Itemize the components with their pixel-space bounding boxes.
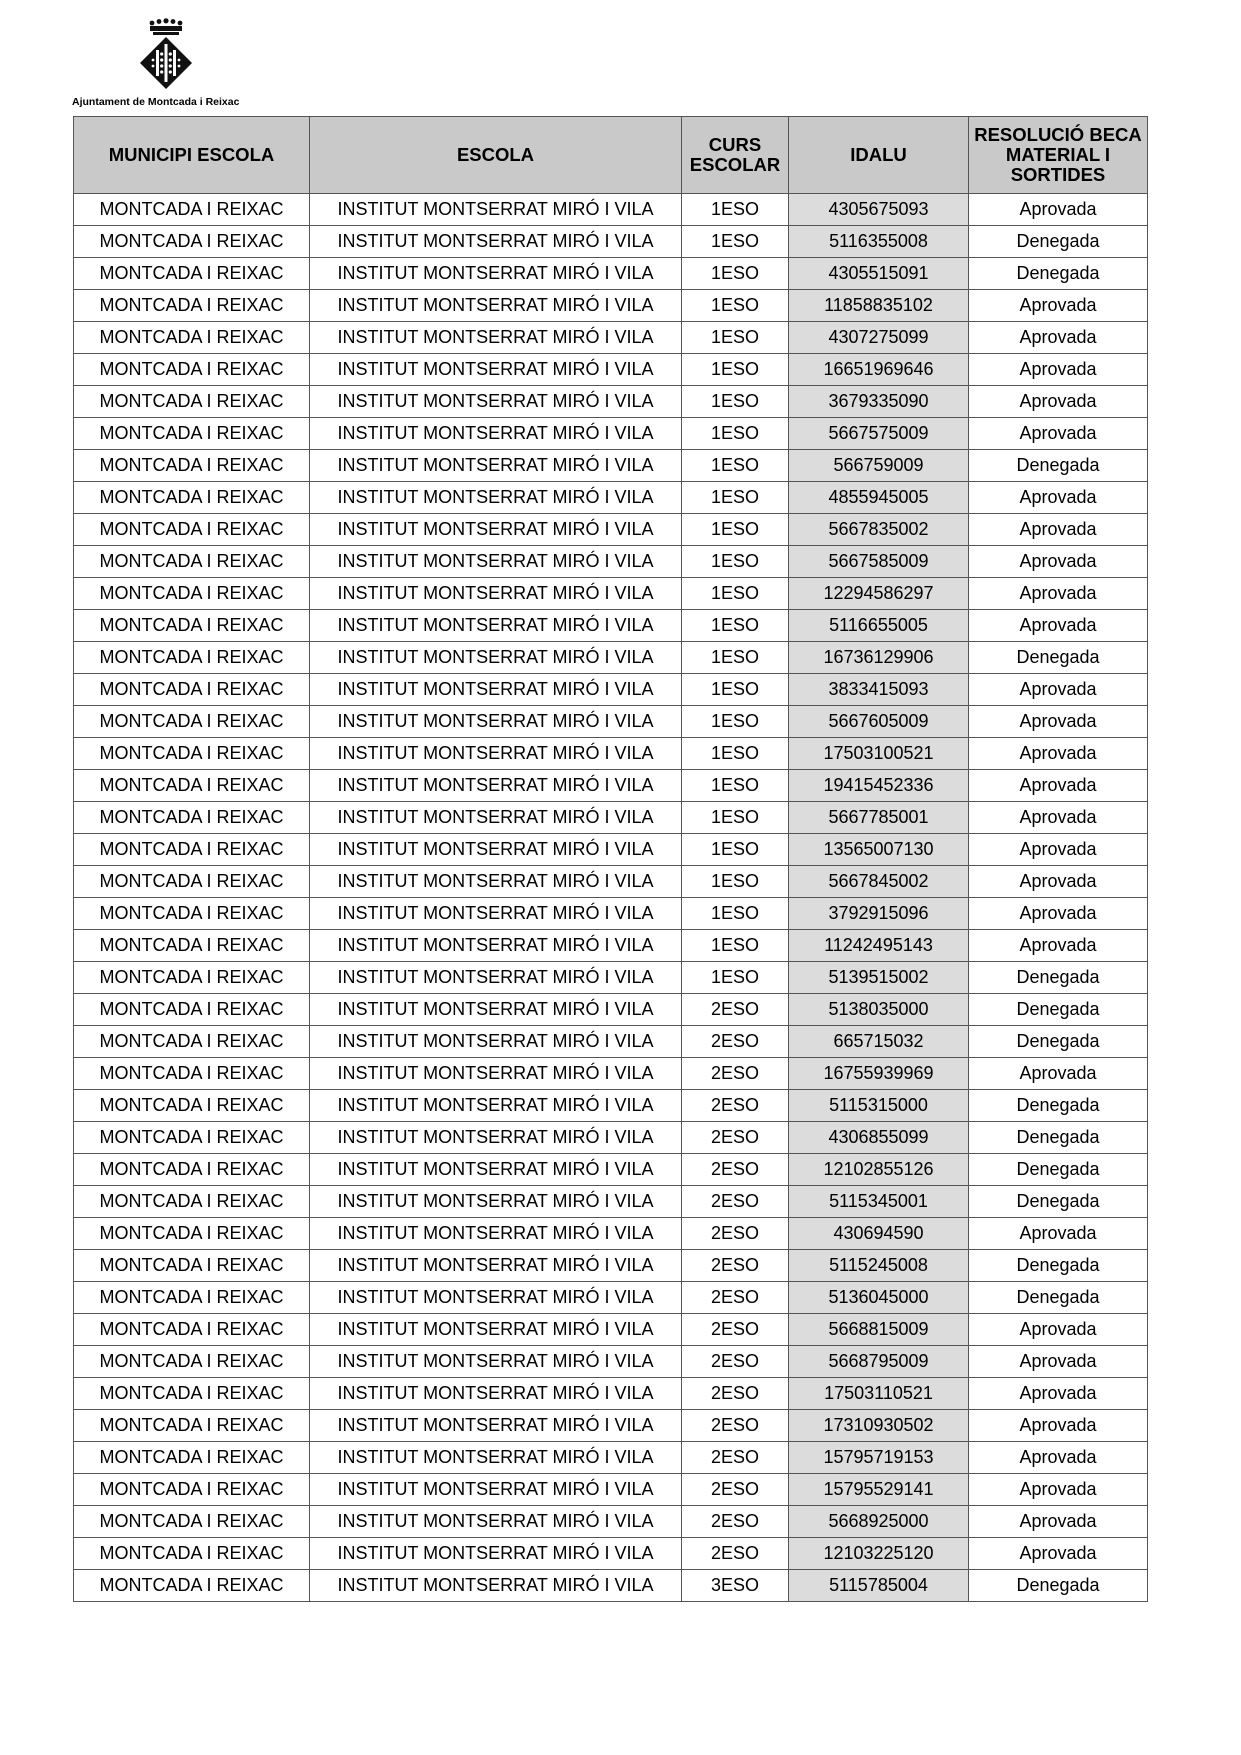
cell-escola: INSTITUT MONTSERRAT MIRÓ I VILA <box>310 194 682 226</box>
table-row <box>74 1570 1148 1602</box>
cell-municipi: MONTCADA I REIXAC <box>74 1410 310 1442</box>
cell-escola: INSTITUT MONTSERRAT MIRÓ I VILA <box>310 546 682 578</box>
table-row <box>74 1410 1148 1442</box>
cell-idalu: 665715032 <box>789 1026 969 1058</box>
cell-municipi: MONTCADA I REIXAC <box>74 930 310 962</box>
cell-escola: INSTITUT MONTSERRAT MIRÓ I VILA <box>310 1474 682 1506</box>
cell-resolucio: Aprovada <box>969 1538 1148 1570</box>
cell-idalu: 17503110521 <box>789 1378 969 1410</box>
cell-curs: 1ESO <box>682 802 789 834</box>
cell-curs: 1ESO <box>682 322 789 354</box>
table-row <box>74 770 1148 802</box>
cell-resolucio: Denegada <box>969 962 1148 994</box>
table-row <box>74 1186 1148 1218</box>
cell-resolucio: Denegada <box>969 450 1148 482</box>
cell-escola: INSTITUT MONTSERRAT MIRÓ I VILA <box>310 1154 682 1186</box>
cell-escola: INSTITUT MONTSERRAT MIRÓ I VILA <box>310 1570 682 1602</box>
cell-escola: INSTITUT MONTSERRAT MIRÓ I VILA <box>310 706 682 738</box>
table-row <box>74 226 1148 258</box>
cell-idalu: 5667835002 <box>789 514 969 546</box>
cell-resolucio: Denegada <box>969 1282 1148 1314</box>
cell-idalu: 4855945005 <box>789 482 969 514</box>
cell-idalu: 12294586297 <box>789 578 969 610</box>
cell-resolucio: Aprovada <box>969 866 1148 898</box>
cell-resolucio: Denegada <box>969 1250 1148 1282</box>
table-row <box>74 994 1148 1026</box>
cell-municipi: MONTCADA I REIXAC <box>74 834 310 866</box>
cell-resolucio: Aprovada <box>969 1378 1148 1410</box>
table-row <box>74 834 1148 866</box>
cell-escola: INSTITUT MONTSERRAT MIRÓ I VILA <box>310 1282 682 1314</box>
cell-resolucio: Aprovada <box>969 290 1148 322</box>
cell-idalu: 11242495143 <box>789 930 969 962</box>
municipal-logo <box>72 18 268 114</box>
cell-curs: 1ESO <box>682 258 789 290</box>
cell-resolucio: Aprovada <box>969 1410 1148 1442</box>
cell-municipi: MONTCADA I REIXAC <box>74 1218 310 1250</box>
cell-resolucio: Denegada <box>969 1570 1148 1602</box>
cell-curs: 2ESO <box>682 1410 789 1442</box>
cell-escola: INSTITUT MONTSERRAT MIRÓ I VILA <box>310 1410 682 1442</box>
cell-municipi: MONTCADA I REIXAC <box>74 642 310 674</box>
cell-municipi: MONTCADA I REIXAC <box>74 1442 310 1474</box>
cell-resolucio: Aprovada <box>969 610 1148 642</box>
cell-idalu: 5667585009 <box>789 546 969 578</box>
table-body <box>74 194 1148 1602</box>
cell-curs: 2ESO <box>682 1506 789 1538</box>
cell-curs: 2ESO <box>682 1314 789 1346</box>
cell-municipi: MONTCADA I REIXAC <box>74 1378 310 1410</box>
cell-curs: 1ESO <box>682 418 789 450</box>
table-row <box>74 1378 1148 1410</box>
cell-municipi: MONTCADA I REIXAC <box>74 290 310 322</box>
cell-escola: INSTITUT MONTSERRAT MIRÓ I VILA <box>310 834 682 866</box>
cell-resolucio: Aprovada <box>969 1218 1148 1250</box>
cell-idalu: 5136045000 <box>789 1282 969 1314</box>
cell-resolucio: Denegada <box>969 642 1148 674</box>
cell-idalu: 19415452336 <box>789 770 969 802</box>
cell-curs: 1ESO <box>682 226 789 258</box>
cell-municipi: MONTCADA I REIXAC <box>74 610 310 642</box>
cell-curs: 1ESO <box>682 482 789 514</box>
cell-curs: 2ESO <box>682 1474 789 1506</box>
cell-resolucio: Denegada <box>969 226 1148 258</box>
cell-curs: 1ESO <box>682 866 789 898</box>
cell-escola: INSTITUT MONTSERRAT MIRÓ I VILA <box>310 1506 682 1538</box>
cell-curs: 2ESO <box>682 994 789 1026</box>
cell-escola: INSTITUT MONTSERRAT MIRÓ I VILA <box>310 1346 682 1378</box>
cell-resolucio: Aprovada <box>969 1474 1148 1506</box>
cell-municipi: MONTCADA I REIXAC <box>74 1154 310 1186</box>
cell-escola: INSTITUT MONTSERRAT MIRÓ I VILA <box>310 610 682 642</box>
cell-idalu: 5138035000 <box>789 994 969 1026</box>
table-row <box>74 1218 1148 1250</box>
cell-municipi: MONTCADA I REIXAC <box>74 578 310 610</box>
cell-curs: 1ESO <box>682 738 789 770</box>
cell-curs: 2ESO <box>682 1058 789 1090</box>
cell-escola: INSTITUT MONTSERRAT MIRÓ I VILA <box>310 1378 682 1410</box>
cell-resolucio: Aprovada <box>969 802 1148 834</box>
cell-idalu: 5115345001 <box>789 1186 969 1218</box>
column-header-municipi: MUNICIPI ESCOLA <box>74 117 310 194</box>
cell-resolucio: Aprovada <box>969 738 1148 770</box>
cell-curs: 2ESO <box>682 1122 789 1154</box>
cell-municipi: MONTCADA I REIXAC <box>74 1250 310 1282</box>
cell-escola: INSTITUT MONTSERRAT MIRÓ I VILA <box>310 354 682 386</box>
cell-curs: 2ESO <box>682 1378 789 1410</box>
cell-municipi: MONTCADA I REIXAC <box>74 258 310 290</box>
cell-municipi: MONTCADA I REIXAC <box>74 1314 310 1346</box>
cell-municipi: MONTCADA I REIXAC <box>74 226 310 258</box>
cell-resolucio: Aprovada <box>969 418 1148 450</box>
cell-idalu: 5667785001 <box>789 802 969 834</box>
column-header-resolucio-label: RESOLUCIÓ BECA MATERIAL I SORTIDES <box>974 124 1142 185</box>
table-row <box>74 1090 1148 1122</box>
table-row <box>74 290 1148 322</box>
table-row <box>74 1250 1148 1282</box>
cell-escola: INSTITUT MONTSERRAT MIRÓ I VILA <box>310 930 682 962</box>
cell-idalu: 5667605009 <box>789 706 969 738</box>
cell-escola: INSTITUT MONTSERRAT MIRÓ I VILA <box>310 418 682 450</box>
cell-escola: INSTITUT MONTSERRAT MIRÓ I VILA <box>310 802 682 834</box>
cell-curs: 1ESO <box>682 930 789 962</box>
cell-municipi: MONTCADA I REIXAC <box>74 354 310 386</box>
cell-idalu: 4305515091 <box>789 258 969 290</box>
cell-curs: 1ESO <box>682 194 789 226</box>
cell-idalu: 3833415093 <box>789 674 969 706</box>
cell-idalu: 17503100521 <box>789 738 969 770</box>
table-row <box>74 258 1148 290</box>
cell-resolucio: Aprovada <box>969 898 1148 930</box>
cell-resolucio: Denegada <box>969 258 1148 290</box>
column-header-resolucio <box>969 117 1148 194</box>
cell-idalu: 5667845002 <box>789 866 969 898</box>
cell-municipi: MONTCADA I REIXAC <box>74 386 310 418</box>
cell-escola: INSTITUT MONTSERRAT MIRÓ I VILA <box>310 674 682 706</box>
cell-municipi: MONTCADA I REIXAC <box>74 1026 310 1058</box>
table-row <box>74 578 1148 610</box>
cell-idalu: 5115245008 <box>789 1250 969 1282</box>
table-row <box>74 1282 1148 1314</box>
cell-resolucio: Denegada <box>969 1186 1148 1218</box>
logo-caption: Ajuntament de Montcada i Reixac <box>72 96 240 108</box>
cell-curs: 1ESO <box>682 578 789 610</box>
table-row <box>74 674 1148 706</box>
cell-curs: 1ESO <box>682 962 789 994</box>
cell-escola: INSTITUT MONTSERRAT MIRÓ I VILA <box>310 578 682 610</box>
cell-municipi: MONTCADA I REIXAC <box>74 738 310 770</box>
cell-escola: INSTITUT MONTSERRAT MIRÓ I VILA <box>310 898 682 930</box>
cell-idalu: 12103225120 <box>789 1538 969 1570</box>
column-header-idalu: IDALU <box>789 117 969 194</box>
column-header-escola: ESCOLA <box>310 117 682 194</box>
table-row <box>74 1538 1148 1570</box>
table-header-row <box>74 117 1148 194</box>
cell-curs: 2ESO <box>682 1282 789 1314</box>
table-row <box>74 482 1148 514</box>
cell-escola: INSTITUT MONTSERRAT MIRÓ I VILA <box>310 386 682 418</box>
cell-curs: 2ESO <box>682 1442 789 1474</box>
table-row <box>74 1346 1148 1378</box>
cell-idalu: 16651969646 <box>789 354 969 386</box>
cell-municipi: MONTCADA I REIXAC <box>74 962 310 994</box>
table-row <box>74 514 1148 546</box>
cell-resolucio: Denegada <box>969 994 1148 1026</box>
cell-resolucio: Aprovada <box>969 706 1148 738</box>
cell-municipi: MONTCADA I REIXAC <box>74 514 310 546</box>
table-row <box>74 1122 1148 1154</box>
cell-idalu: 4307275099 <box>789 322 969 354</box>
cell-municipi: MONTCADA I REIXAC <box>74 770 310 802</box>
cell-idalu: 5115315000 <box>789 1090 969 1122</box>
cell-idalu: 11858835102 <box>789 290 969 322</box>
cell-municipi: MONTCADA I REIXAC <box>74 674 310 706</box>
cell-municipi: MONTCADA I REIXAC <box>74 802 310 834</box>
cell-curs: 1ESO <box>682 674 789 706</box>
cell-resolucio: Aprovada <box>969 194 1148 226</box>
cell-escola: INSTITUT MONTSERRAT MIRÓ I VILA <box>310 1122 682 1154</box>
table-row <box>74 194 1148 226</box>
cell-escola: INSTITUT MONTSERRAT MIRÓ I VILA <box>310 514 682 546</box>
cell-municipi: MONTCADA I REIXAC <box>74 994 310 1026</box>
cell-escola: INSTITUT MONTSERRAT MIRÓ I VILA <box>310 1026 682 1058</box>
cell-escola: INSTITUT MONTSERRAT MIRÓ I VILA <box>310 322 682 354</box>
cell-resolucio: Aprovada <box>969 1442 1148 1474</box>
cell-escola: INSTITUT MONTSERRAT MIRÓ I VILA <box>310 290 682 322</box>
cell-idalu: 13565007130 <box>789 834 969 866</box>
cell-escola: INSTITUT MONTSERRAT MIRÓ I VILA <box>310 738 682 770</box>
cell-municipi: MONTCADA I REIXAC <box>74 418 310 450</box>
cell-idalu: 566759009 <box>789 450 969 482</box>
cell-resolucio: Aprovada <box>969 322 1148 354</box>
cell-escola: INSTITUT MONTSERRAT MIRÓ I VILA <box>310 866 682 898</box>
cell-curs: 2ESO <box>682 1026 789 1058</box>
table-row <box>74 322 1148 354</box>
cell-curs: 2ESO <box>682 1346 789 1378</box>
cell-curs: 1ESO <box>682 290 789 322</box>
cell-escola: INSTITUT MONTSERRAT MIRÓ I VILA <box>310 1314 682 1346</box>
table-row <box>74 546 1148 578</box>
cell-idalu: 3792915096 <box>789 898 969 930</box>
cell-municipi: MONTCADA I REIXAC <box>74 866 310 898</box>
cell-curs: 1ESO <box>682 386 789 418</box>
table-row <box>74 898 1148 930</box>
cell-escola: INSTITUT MONTSERRAT MIRÓ I VILA <box>310 642 682 674</box>
cell-idalu: 5667575009 <box>789 418 969 450</box>
cell-curs: 1ESO <box>682 706 789 738</box>
table-row <box>74 866 1148 898</box>
cell-idalu: 5116355008 <box>789 226 969 258</box>
table-row <box>74 386 1148 418</box>
cell-resolucio: Aprovada <box>969 930 1148 962</box>
cell-escola: INSTITUT MONTSERRAT MIRÓ I VILA <box>310 226 682 258</box>
cell-idalu: 5668795009 <box>789 1346 969 1378</box>
table-row <box>74 930 1148 962</box>
cell-municipi: MONTCADA I REIXAC <box>74 1538 310 1570</box>
cell-curs: 1ESO <box>682 834 789 866</box>
cell-idalu: 15795719153 <box>789 1442 969 1474</box>
cell-municipi: MONTCADA I REIXAC <box>74 482 310 514</box>
cell-escola: INSTITUT MONTSERRAT MIRÓ I VILA <box>310 482 682 514</box>
cell-curs: 1ESO <box>682 546 789 578</box>
cell-curs: 1ESO <box>682 898 789 930</box>
cell-idalu: 5668925000 <box>789 1506 969 1538</box>
cell-escola: INSTITUT MONTSERRAT MIRÓ I VILA <box>310 1250 682 1282</box>
cell-idalu: 5139515002 <box>789 962 969 994</box>
cell-curs: 1ESO <box>682 450 789 482</box>
cell-resolucio: Aprovada <box>969 482 1148 514</box>
cell-resolucio: Aprovada <box>969 770 1148 802</box>
table-row <box>74 450 1148 482</box>
cell-curs: 1ESO <box>682 642 789 674</box>
cell-escola: INSTITUT MONTSERRAT MIRÓ I VILA <box>310 962 682 994</box>
scholarship-resolution-table <box>73 116 1148 1602</box>
cell-resolucio: Aprovada <box>969 1058 1148 1090</box>
cell-resolucio: Denegada <box>969 1026 1148 1058</box>
cell-idalu: 16755939969 <box>789 1058 969 1090</box>
cell-municipi: MONTCADA I REIXAC <box>74 546 310 578</box>
cell-idalu: 16736129906 <box>789 642 969 674</box>
cell-curs: 1ESO <box>682 514 789 546</box>
cell-escola: INSTITUT MONTSERRAT MIRÓ I VILA <box>310 994 682 1026</box>
cell-idalu: 15795529141 <box>789 1474 969 1506</box>
table-row <box>74 706 1148 738</box>
cell-curs: 1ESO <box>682 770 789 802</box>
cell-resolucio: Denegada <box>969 1122 1148 1154</box>
cell-curs: 2ESO <box>682 1186 789 1218</box>
table-row <box>74 802 1148 834</box>
cell-curs: 2ESO <box>682 1538 789 1570</box>
cell-resolucio: Aprovada <box>969 354 1148 386</box>
cell-municipi: MONTCADA I REIXAC <box>74 194 310 226</box>
coat-of-arms-icon <box>132 18 200 92</box>
cell-municipi: MONTCADA I REIXAC <box>74 1122 310 1154</box>
table-row <box>74 1442 1148 1474</box>
table-row <box>74 1026 1148 1058</box>
cell-municipi: MONTCADA I REIXAC <box>74 1058 310 1090</box>
cell-resolucio: Aprovada <box>969 1506 1148 1538</box>
cell-idalu: 5115785004 <box>789 1570 969 1602</box>
cell-curs: 2ESO <box>682 1250 789 1282</box>
cell-idalu: 430694590 <box>789 1218 969 1250</box>
cell-escola: INSTITUT MONTSERRAT MIRÓ I VILA <box>310 1058 682 1090</box>
table-row <box>74 610 1148 642</box>
table-row <box>74 738 1148 770</box>
table-row <box>74 1474 1148 1506</box>
cell-escola: INSTITUT MONTSERRAT MIRÓ I VILA <box>310 450 682 482</box>
cell-idalu: 12102855126 <box>789 1154 969 1186</box>
cell-curs: 2ESO <box>682 1218 789 1250</box>
table-row <box>74 1058 1148 1090</box>
table-row <box>74 1154 1148 1186</box>
table-row <box>74 642 1148 674</box>
cell-curs: 2ESO <box>682 1090 789 1122</box>
cell-resolucio: Denegada <box>969 1154 1148 1186</box>
table-row <box>74 418 1148 450</box>
cell-resolucio: Aprovada <box>969 514 1148 546</box>
cell-escola: INSTITUT MONTSERRAT MIRÓ I VILA <box>310 1538 682 1570</box>
cell-municipi: MONTCADA I REIXAC <box>74 322 310 354</box>
cell-idalu: 3679335090 <box>789 386 969 418</box>
cell-resolucio: Aprovada <box>969 1314 1148 1346</box>
cell-resolucio: Aprovada <box>969 578 1148 610</box>
cell-municipi: MONTCADA I REIXAC <box>74 1186 310 1218</box>
cell-idalu: 17310930502 <box>789 1410 969 1442</box>
cell-idalu: 4305675093 <box>789 194 969 226</box>
cell-escola: INSTITUT MONTSERRAT MIRÓ I VILA <box>310 1186 682 1218</box>
table-row <box>74 354 1148 386</box>
table-row <box>74 1314 1148 1346</box>
column-header-curs-label: CURS ESCOLAR <box>689 134 781 175</box>
cell-resolucio: Aprovada <box>969 1346 1148 1378</box>
table-row <box>74 962 1148 994</box>
cell-municipi: MONTCADA I REIXAC <box>74 450 310 482</box>
cell-resolucio: Aprovada <box>969 674 1148 706</box>
cell-resolucio: Aprovada <box>969 834 1148 866</box>
cell-escola: INSTITUT MONTSERRAT MIRÓ I VILA <box>310 258 682 290</box>
cell-municipi: MONTCADA I REIXAC <box>74 1506 310 1538</box>
cell-municipi: MONTCADA I REIXAC <box>74 1282 310 1314</box>
cell-idalu: 5116655005 <box>789 610 969 642</box>
cell-idalu: 4306855099 <box>789 1122 969 1154</box>
cell-municipi: MONTCADA I REIXAC <box>74 1570 310 1602</box>
cell-resolucio: Aprovada <box>969 386 1148 418</box>
cell-municipi: MONTCADA I REIXAC <box>74 706 310 738</box>
column-header-curs <box>682 117 789 194</box>
cell-municipi: MONTCADA I REIXAC <box>74 1474 310 1506</box>
cell-escola: INSTITUT MONTSERRAT MIRÓ I VILA <box>310 1090 682 1122</box>
cell-escola: INSTITUT MONTSERRAT MIRÓ I VILA <box>310 1218 682 1250</box>
cell-curs: 1ESO <box>682 610 789 642</box>
cell-escola: INSTITUT MONTSERRAT MIRÓ I VILA <box>310 1442 682 1474</box>
cell-resolucio: Aprovada <box>969 546 1148 578</box>
cell-resolucio: Denegada <box>969 1090 1148 1122</box>
cell-curs: 3ESO <box>682 1570 789 1602</box>
cell-curs: 1ESO <box>682 354 789 386</box>
cell-idalu: 5668815009 <box>789 1314 969 1346</box>
table-row <box>74 1506 1148 1538</box>
cell-municipi: MONTCADA I REIXAC <box>74 898 310 930</box>
cell-municipi: MONTCADA I REIXAC <box>74 1346 310 1378</box>
cell-curs: 2ESO <box>682 1154 789 1186</box>
cell-municipi: MONTCADA I REIXAC <box>74 1090 310 1122</box>
cell-escola: INSTITUT MONTSERRAT MIRÓ I VILA <box>310 770 682 802</box>
